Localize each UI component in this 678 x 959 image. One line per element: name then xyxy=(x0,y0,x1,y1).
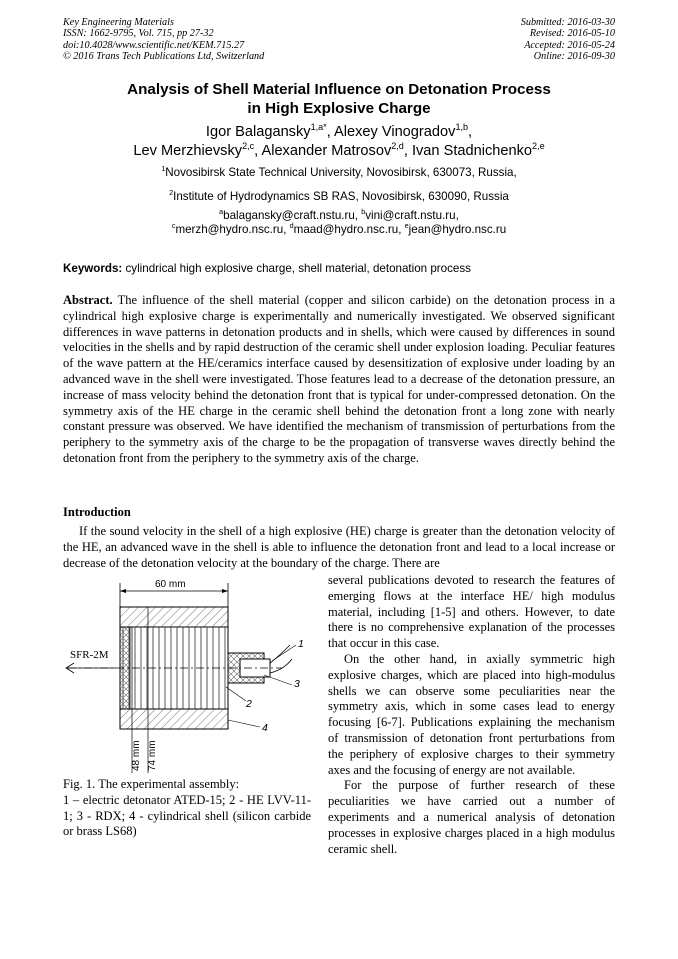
author-line-2 xyxy=(63,142,615,161)
copyright: © 2016 Trans Tech Publications Ltd, Switzerland xyxy=(63,51,265,63)
author-list xyxy=(63,123,615,161)
header-left xyxy=(63,17,264,63)
keywords-text: cylindrical high explosive charge, shell material, detonation process xyxy=(122,262,471,275)
email-link[interactable]: maad@hydro.nsc.ru, xyxy=(293,223,405,236)
sfr-label: SFR-2M xyxy=(70,649,109,661)
dim-label-60mm: 60 mm xyxy=(155,579,186,590)
email-sup: c xyxy=(171,221,176,231)
issn: ISSN: 1662-9795, Vol. 715, pp 27-32 xyxy=(63,28,214,40)
email-sup: a xyxy=(219,207,224,217)
author-name: Ivan Stadnichenko xyxy=(411,143,533,159)
author-sup: 2,e xyxy=(532,141,545,152)
caption-title: Fig. 1. The experimental assembly: xyxy=(63,777,240,791)
part-label-1: 1 xyxy=(298,638,304,650)
keywords-label: Keywords: xyxy=(63,262,123,275)
intro-paragraph-2: On the other hand, in axially symmetric high explosive charges, which are placed into high-modulus shells we can observe some peculiarities near the symmetry axis, which in some cases lead to energy focusing [6-7]. Publications explaining the mechanism of transmission of detonation front perturbations from the periphery of explosive charges to their symmetry axes and the focusing of energy are not available. xyxy=(328,651,615,777)
part-label-3: 3 xyxy=(294,678,300,690)
part-label-4: 4 xyxy=(262,722,268,734)
author-name: Alexander Matrosov xyxy=(261,143,392,159)
affiliation-text: Institute of Hydrodynamics SB RAS, Novosibirsk, 630090, Russia xyxy=(173,190,509,203)
author-name: Igor Balagansky xyxy=(205,124,311,140)
author-sup: 1,b xyxy=(455,122,469,133)
accepted-date: Accepted: 2016-05-24 xyxy=(524,39,615,51)
intro-paragraph-3: For the purpose of further research of these peculiarities we have carried out a number of experiments and a numerical analysis of detonation processes in explosive charges placed in a high modulus ceramic shell. xyxy=(328,778,615,856)
journal-name: Key Engineering Materials xyxy=(63,17,174,28)
doi: doi:10.4028/www.scientific.net/KEM.715.27 xyxy=(63,39,245,51)
email-sup: b xyxy=(361,207,366,217)
leader-line xyxy=(264,675,292,685)
submitted-date: Submitted: 2016-03-30 xyxy=(520,17,615,28)
dim-label-74mm: 74 mm xyxy=(147,740,158,771)
email-list xyxy=(63,209,615,237)
author-line-1 xyxy=(63,123,615,142)
email-link[interactable]: vini@craft.nstu.ru, xyxy=(365,209,459,222)
email-link[interactable]: jean@hydro.nsc.ru xyxy=(408,223,507,236)
leader-line xyxy=(272,645,296,661)
section-heading: Introduction xyxy=(63,505,131,519)
experimental-assembly-figure xyxy=(60,575,322,773)
arrow-head xyxy=(222,589,228,593)
figure-caption xyxy=(63,777,311,840)
author-sup: 2,d xyxy=(391,141,404,152)
online-date: Online: 2016-09-30 xyxy=(533,51,615,63)
author-sup: 2,c xyxy=(242,141,255,152)
author-name: Alexey Vinogradov xyxy=(334,124,456,140)
abstract-label: Abstract. xyxy=(63,293,113,307)
author-sep: , xyxy=(403,143,412,159)
leader-line xyxy=(228,720,260,727)
keywords xyxy=(63,262,623,275)
email-line-2 xyxy=(63,223,615,237)
caption-legend: 1 – electric detonator ATED-15; 2 - HE LVV-11-1; 3 - RDX; 4 - cylindrical shell (silicon carbide or brass LS68) xyxy=(63,792,311,839)
intro-paragraph-1: If the sound velocity in the shell of a high explosive (HE) charge is greater than the detonation velocity of the HE, an advanced wave in the shell is able to influence the detonation front and lead to a local increase or decrease of the detonation velocity at the boundary of the charge. There are xyxy=(63,524,615,570)
author-sup: 1,a* xyxy=(310,122,327,133)
detonator-wire xyxy=(270,659,292,673)
affiliation-text: Novosibirsk State Technical University, Novosibirsk, 630073, Russia, xyxy=(165,166,517,179)
affiliation-1 xyxy=(63,166,615,179)
email-line-1 xyxy=(63,209,615,223)
author-sep: , xyxy=(468,124,473,140)
revised-date: Revised: 2016-05-10 xyxy=(529,28,615,40)
title-line-2: in High Explosive Charge xyxy=(247,99,431,117)
dim-label-48mm: 48 mm xyxy=(131,740,142,771)
leader-line xyxy=(226,687,246,701)
email-link[interactable]: merzh@hydro.nsc.ru, xyxy=(175,223,290,236)
abstract-text: The influence of the shell material (copper and silicon carbide) on the detonation process in a cylindrical high explosive charge is experimentally and numerically investigated. We observed significant differences in wave patterns in detonation products and in shells, which were caused by differences in sound velocities in the shells and by rapid destruction of the ceramic shell under explosion loading. Peculiar features of the wave pattern at the HE/ceramics interface caused by desensitization of explosive under loading by an advanced wave in the shell were investigated. Those features lead to a decrease of the detonation pressure, an increase of mass velocity behind the detonation front that is typical for under-compressed detonation. On the symmetry axis of the HE charge in the ceramic shell behind the detonation front a long zone with nearly constant pressure was observed. We have identified the mechanism of transmission of perturbations from the periphery to the symmetry axis of the charge to be the propagation of transverse waves directly behind the detonation front from the periphery to the symmetry axis of the charge. xyxy=(63,293,615,465)
shell-top xyxy=(120,607,228,627)
right-column xyxy=(328,573,615,857)
header-right xyxy=(521,17,615,63)
intro-paragraph-1-cont: several publications devoted to research the features of emerging flows at the interface HE/ high modulus material, including [1-5] and others. However, to date there is no comprehensive explanation of the processes that occur in this case. xyxy=(328,573,615,651)
affiliation-sup: 1 xyxy=(161,164,166,174)
shell-bottom xyxy=(120,709,228,729)
author-sep: , xyxy=(326,124,334,140)
email-link[interactable]: balagansky@craft.nstu.ru, xyxy=(223,209,362,222)
email-sup: d xyxy=(289,221,294,231)
affiliation-sup: 2 xyxy=(169,188,174,198)
abstract xyxy=(63,293,615,467)
email-sup: e xyxy=(404,221,409,231)
author-name: Lev Merzhievsky xyxy=(133,143,243,159)
affiliation-2 xyxy=(63,190,615,203)
part-label-2: 2 xyxy=(246,698,252,710)
author-sep: , xyxy=(254,143,262,159)
paper-title xyxy=(63,81,615,118)
title-line-1: Analysis of Shell Material Influence on Detonation Process xyxy=(127,81,551,98)
arrow-head xyxy=(120,589,126,593)
